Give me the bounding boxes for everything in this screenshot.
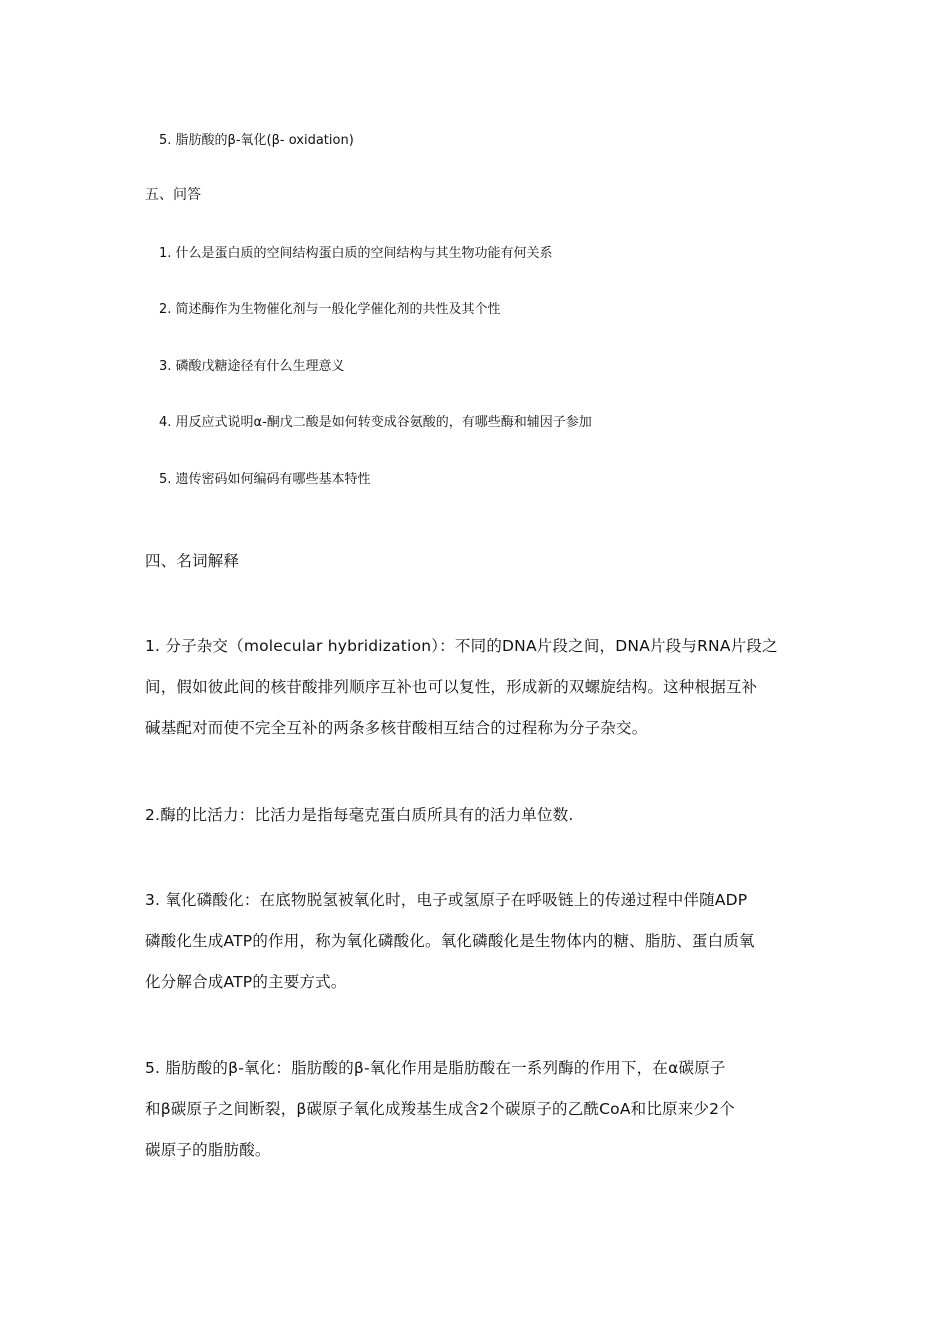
qa-item: 5. 遗传密码如何编码有哪些基本特性 bbox=[159, 472, 371, 487]
qa-item: 2. 简述酶作为生物催化剂与一般化学催化剂的共性及其个性 bbox=[159, 302, 501, 317]
definition-line: 1. 分子杂交（molecular hybridization）：不同的DNA片段之间，DNA片段与RNA片段之 bbox=[145, 637, 778, 655]
definition-line: 间，假如彼此间的核苷酸排列顺序互补也可以复性，形成新的双螺旋结构。这种根据互补 bbox=[145, 678, 758, 696]
definition-line: 碳原子的脂肪酸。 bbox=[145, 1141, 271, 1159]
qa-item: 1. 什么是蛋白质的空间结构蛋白质的空间结构与其生物功能有何关系 bbox=[159, 246, 553, 261]
definition-line: 3. 氧化磷酸化：在底物脱氢被氧化时，电子或氢原子在呼吸链上的传递过程中伴随ADP bbox=[145, 891, 748, 909]
top-list-item: 5. 脂肪酸的β-氧化(β- oxidation) bbox=[159, 133, 354, 148]
definition-line: 2.酶的比活力：比活力是指每毫克蛋白质所具有的活力单位数. bbox=[145, 806, 574, 824]
definition-line: 磷酸化生成ATP的作用，称为氧化磷酸化。氧化磷酸化是生物体内的糖、脂肪、蛋白质氧 bbox=[145, 932, 755, 950]
qa-item: 3. 磷酸戊糖途径有什么生理意义 bbox=[159, 359, 345, 374]
qa-item: 4. 用反应式说明α-酮戊二酸是如何转变成谷氨酸的，有哪些酶和辅因子参加 bbox=[159, 415, 592, 430]
definition-line: 5. 脂肪酸的β-氧化：脂肪酸的β-氧化作用是脂肪酸在一系列酶的作用下，在α碳原子 bbox=[145, 1059, 726, 1077]
definition-line: 和β碳原子之间断裂，β碳原子氧化成羧基生成含2个碳原子的乙酰CoA和比原来少2个 bbox=[145, 1100, 735, 1118]
definition-line: 化分解合成ATP的主要方式。 bbox=[145, 973, 347, 991]
definition-line: 碱基配对而使不完全互补的两条多核苷酸相互结合的过程称为分子杂交。 bbox=[145, 719, 648, 737]
section-heading-terms: 四、名词解释 bbox=[145, 552, 240, 570]
section-heading-qa: 五、问答 bbox=[145, 187, 201, 203]
